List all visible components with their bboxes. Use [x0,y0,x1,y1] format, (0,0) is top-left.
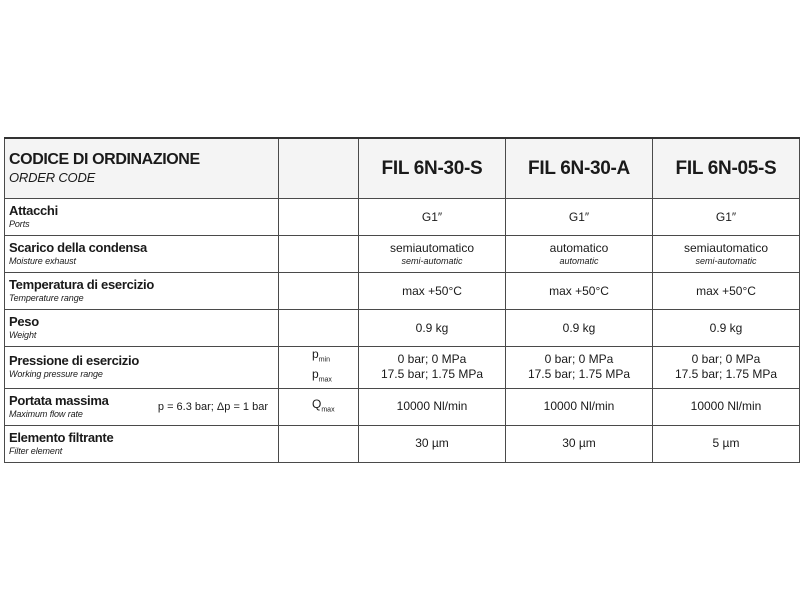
row-ports [5,199,800,236]
value-max: 17.5 bar; 1.75 MPa [380,367,484,382]
value-cell: 10000 Nl/min [653,388,800,425]
label-en: Weight [9,330,37,340]
value-cell: 0.9 kg [359,310,506,347]
row-label [5,236,279,273]
value-cell: G1″ [653,199,800,236]
label-en: Moisture exhaust [9,256,76,266]
symbol-cell [279,199,359,236]
row-label [5,347,279,389]
label-en: Filter element [9,445,63,456]
value-cell: G1″ [359,199,506,236]
value-en: semi-automatic [695,256,757,266]
order-code-title-it: CODICE DI ORDINAZIONE [9,151,200,168]
row-label [5,273,279,310]
value-cell [506,236,653,273]
label-it: Scarico della condensa [9,240,147,255]
label-en: Ports [9,219,30,229]
value-cell [506,347,653,389]
model-header-1: FIL 6N-30-S [359,138,506,199]
value-cell: 10000 Nl/min [359,388,506,425]
label-it: Portata massima [9,392,109,408]
value-it: automatico [549,241,609,255]
symbol-cell [279,236,359,273]
row-filter-element [5,425,800,462]
label-en: Maximum flow rate [9,408,83,419]
symbol-cell [279,347,359,389]
pmax-symbol: $p_{max}$ [312,367,332,384]
row-label [5,310,279,347]
pmin-symbol: $p_{min}$ [312,347,330,364]
row-temperature-range [5,273,800,310]
value-min: 0 bar; 0 MPa [691,352,761,367]
flow-condition: p = 6.3 bar; Δp = 1 bar [157,400,268,413]
value-max: 17.5 bar; 1.75 MPa [674,367,778,382]
value-cell: max +50°C [506,273,653,310]
order-code-header [5,138,279,199]
value-cell: 30 µm [359,425,506,462]
spec-table [4,137,800,463]
model-header-3: FIL 6N-05-S [653,138,800,199]
value-cell [359,347,506,389]
value-cell: 0.9 kg [506,310,653,347]
row-working-pressure [5,347,800,389]
row-label [5,388,279,425]
value-cell: 0.9 kg [653,310,800,347]
value-it: semiautomatico [389,241,475,255]
value-en: semi-automatic [401,256,463,266]
value-min: 0 bar; 0 MPa [544,352,614,367]
symbol-cell [279,388,359,425]
label-it: Peso [9,314,39,329]
value-cell: G1″ [506,199,653,236]
value-max: 17.5 bar; 1.75 MPa [527,367,631,382]
symbol-cell [279,425,359,462]
header-row [5,138,800,199]
value-min: 0 bar; 0 MPa [397,352,467,367]
label-it: Elemento filtrante [9,429,114,445]
value-cell: max +50°C [653,273,800,310]
value-it: semiautomatico [683,241,769,255]
label-en: Working pressure range [9,369,103,380]
value-cell: 5 µm [653,425,800,462]
value-cell [359,236,506,273]
symbol-cell [279,310,359,347]
label-it: Attacchi [9,203,58,218]
row-max-flow-rate [5,388,800,425]
symbol-cell [279,273,359,310]
value-cell [653,347,800,389]
header-empty-cell [279,138,359,199]
value-cell [653,236,800,273]
row-moisture-exhaust [5,236,800,273]
value-cell: 30 µm [506,425,653,462]
value-en: automatic [559,256,599,266]
label-it: Pressione di esercizio [9,353,139,369]
row-label [5,425,279,462]
value-cell: max +50°C [359,273,506,310]
label-en: Temperature range [9,293,84,303]
order-code-title-en: ORDER CODE [9,170,96,185]
qmax-symbol: $Q_{max}$ [312,396,335,413]
model-header-2: FIL 6N-30-A [506,138,653,199]
label-it: Temperatura di esercizio [9,277,155,292]
row-label [5,199,279,236]
row-weight [5,310,800,347]
value-cell: 10000 Nl/min [506,388,653,425]
